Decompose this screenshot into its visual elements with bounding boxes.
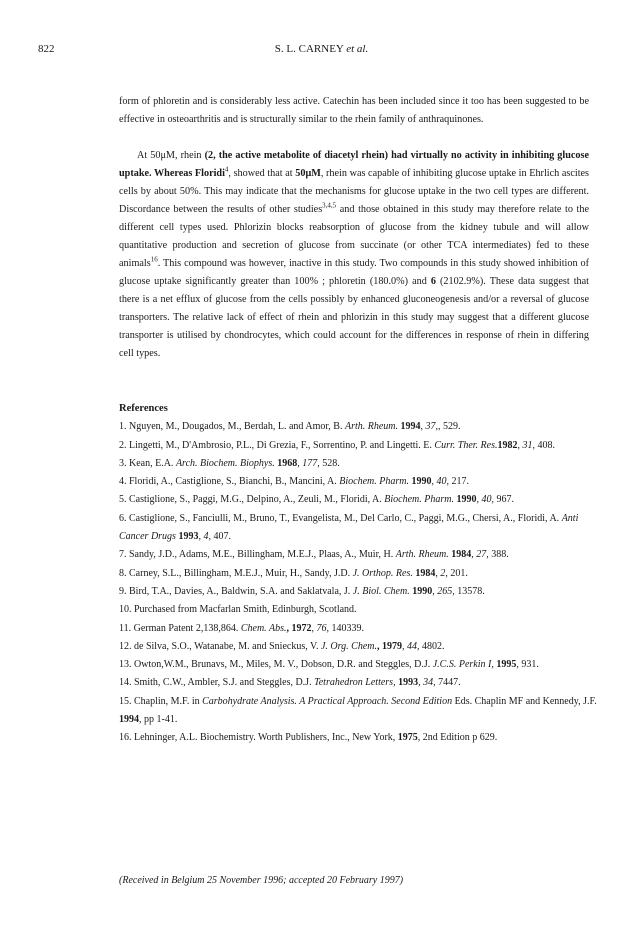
- reference-authors: 8. Carney, S.L., Billingham, M.E.J., Muir, H., Sandy, J.D.: [119, 567, 353, 579]
- p2-a: At 50μM, rhein: [137, 150, 205, 161]
- received-line: (Received in Belgium 25 November 1996; accepted 20 February 1997): [119, 875, 404, 886]
- reference-pages: 408.: [535, 439, 555, 451]
- p2-e: , rhein was capable of inhibiting glucose uptake in Ehrlich ascites cells by about 50%. This may indicate that the mechanisms for glucose uptake in the two cell types are different. Discordance between the results of other studies: [119, 168, 590, 215]
- reference-year: 1994: [398, 421, 421, 433]
- reference-year: 1990: [454, 494, 477, 506]
- reference-journal: Arth. Rheum.: [344, 421, 399, 433]
- p2-sup3: 16: [150, 255, 158, 264]
- reference-pages: , 2nd Edition p 629.: [417, 732, 498, 744]
- reference-authors: 4. Floridi, A., Castiglione, S., Bianchi, B., Mancini, A.: [119, 476, 340, 488]
- reference-volume: , 40,: [431, 476, 449, 488]
- reference-item: [119, 546, 599, 564]
- reference-pages: 201.: [447, 567, 468, 579]
- reference-authors: 15. Chaplin, M.F. in: [119, 695, 203, 707]
- reference-journal: Chem. Abs.: [240, 622, 287, 634]
- paragraph-continuation: [119, 93, 589, 129]
- reference-authors: 9. Bird, T.A., Davies, A., Baldwin, S.A. and Saklatvala, J.: [119, 585, 353, 597]
- reference-pages: 388.: [488, 549, 509, 561]
- p2-d: 50μM: [295, 168, 321, 179]
- reference-year: 1993: [395, 677, 419, 689]
- reference-item: [119, 656, 599, 674]
- p2-sup1: 4: [224, 165, 229, 174]
- reference-journal: Arth. Rheum.: [395, 549, 449, 561]
- reference-item: [119, 729, 599, 747]
- reference-pages: 140339.: [329, 622, 364, 634]
- reference-journal: J.C.S. Perkin I,: [432, 659, 494, 671]
- reference-year: 1975: [397, 732, 418, 744]
- p2-h: 6: [430, 276, 436, 287]
- reference-item: [119, 418, 599, 436]
- reference-volume: , 76,: [311, 622, 329, 634]
- reference-pages: 931.: [518, 659, 539, 671]
- reference-authors: 3. Kean, E.A.: [119, 457, 176, 469]
- reference-item: [119, 583, 599, 601]
- reference-authors: 14. Smith, C.W., Ambler, S.J. and Steggles, D.J.: [119, 677, 315, 689]
- paragraph-2: [119, 147, 589, 363]
- reference-year: 1993: [175, 531, 199, 543]
- reference-journal: Anti Cancer Drugs: [119, 512, 579, 543]
- p2-f: and those obtained in this study may therefore relate to the different cell types used. Phlorizin blocks reabsorption of glucose from the kidney tubule and will allow quantitative production and secretion of glucose from succinate (or other TCA intermediates) fed to these animals: [119, 204, 589, 269]
- reference-item: [119, 455, 599, 473]
- reference-pages: Eds. Chaplin MF and Kennedy, J.F.: [452, 695, 597, 707]
- reference-authors: 12. de Silva, S.O., Watanabe, M. and Snieckus, V.: [119, 640, 321, 652]
- reference-year: 1994: [119, 714, 139, 726]
- reference-year: 1995: [493, 659, 517, 671]
- references-section: [119, 400, 599, 748]
- reference-item: [119, 620, 599, 638]
- page-number: 822: [38, 43, 55, 55]
- reference-item: [119, 693, 599, 730]
- reference-item: [119, 674, 599, 692]
- reference-year: 1990: [409, 585, 433, 597]
- reference-journal: Arch. Biochem. Biophys.: [175, 457, 275, 469]
- reference-authors: 11. German Patent 2,138,864.: [119, 622, 241, 634]
- reference-volume: , 31,: [517, 439, 535, 451]
- references-heading: References: [119, 403, 168, 414]
- reference-pages: , 529.: [438, 421, 461, 433]
- reference-journal: J. Org. Chem.: [320, 640, 377, 652]
- reference-journal: J. Biol. Chem.: [352, 585, 410, 597]
- reference-volume: , 2,: [435, 567, 448, 579]
- reference-volume: , 37,: [420, 421, 439, 433]
- reference-year: 1984: [448, 549, 472, 561]
- reference-item: [119, 565, 599, 583]
- reference-pages: 528.: [319, 457, 340, 469]
- reference-volume: ,: [516, 659, 519, 671]
- reference-year: 1982: [497, 439, 518, 451]
- reference-journal: Biochem. Pharm.: [384, 494, 455, 506]
- reference-pages: 967.: [494, 494, 515, 506]
- reference-volume: , 27,: [471, 549, 489, 561]
- reference-authors: 6. Castiglione, S., Fanciulli, M., Bruno, T., Evangelista, M., Del Carlo, C., Paggi, M.G., Chersi, A., Floridi, A.: [119, 512, 562, 524]
- reference-pages: 7447.: [435, 677, 461, 689]
- reference-pages: 407.: [210, 531, 231, 543]
- reference-authors: 2. Lingetti, M., D'Ambrosio, P.L., Di Grezia, F., Sorrentino, P. and Lingetti. E.: [119, 439, 435, 451]
- reference-text: 10. Purchased from Macfarlan Smith, Edinburgh, Scotland.: [119, 604, 357, 616]
- reference-authors: 7. Sandy, J.D., Adams, M.E., Billingham, M.E.J., Plaas, A., Muir, H.: [119, 549, 396, 561]
- reference-item: [119, 491, 599, 509]
- reference-item: [119, 437, 599, 455]
- reference-journal: Biochem. Pharm.: [339, 476, 409, 488]
- reference-journal: J. Orthop. Res.: [352, 567, 413, 579]
- reference-item: [119, 601, 599, 619]
- reference-year: 1968: [274, 457, 298, 469]
- reference-volume: , 34,: [418, 677, 436, 689]
- reference-authors: 16. Lehninger, A.L. Biochemistry. Worth Publishers, Inc., New York,: [119, 732, 398, 744]
- reference-journal: Curr. Ther. Res.: [434, 439, 498, 451]
- reference-volume: , 177,: [297, 457, 320, 469]
- reference-authors: 13. Owton,W.M., Brunavs, M., Miles, M. V., Dobson, D.R. and Steggles, D.J.: [119, 659, 433, 671]
- reference-item: [119, 638, 599, 656]
- running-head-etal: et al.: [346, 43, 369, 55]
- reference-pages: , pp 1-41.: [139, 714, 178, 726]
- p2-b: (2, the active metabolite of diacetyl rhein) had virtually no activity in inhibiting glucose uptake. Whereas Floridi: [119, 150, 589, 179]
- reference-authors: 5. Castiglione, S., Paggi, M.G., Delpino, A., Zeuli, M., Floridi, A.: [119, 494, 385, 506]
- reference-year: 1984: [412, 567, 436, 579]
- p2-g: . This compound was however, inactive in this study. Two compounds in this study showed inhibition of glucose uptake significantly greater than 100% ; phloretin (180.0%) and: [119, 258, 589, 287]
- reference-journal: Tetrahedron Letters,: [314, 677, 396, 689]
- running-head: [0, 43, 643, 55]
- running-head-text: S. L. CARNEY et al.: [274, 43, 369, 55]
- reference-item: [119, 473, 599, 491]
- reference-list: [119, 418, 599, 747]
- reference-year: , 1972: [286, 622, 312, 634]
- reference-volume: , 4,: [198, 531, 211, 543]
- reference-year: 1990: [409, 476, 432, 488]
- reference-year: , 1979: [376, 640, 402, 652]
- reference-volume: , 40,: [476, 494, 495, 506]
- p2-i: (2102.9%). These data suggest that there is a net efflux of glucose from the cells possibly by enhanced gluconeogenesis and/or a reversal of glucose transporters. The relative lack of effect of rhein and phlorizin in this study may suggest that a different glucose transporter is utilised by chondrocytes, which could account for the differences in response of rhein in differing cell types.: [119, 276, 589, 359]
- paragraph-rhein: [119, 147, 589, 363]
- reference-pages: 13578.: [454, 585, 485, 597]
- reference-pages: 4802.: [419, 640, 445, 652]
- reference-pages: 217.: [449, 476, 469, 488]
- reference-authors: 1. Nguyen, M., Dougados, M., Berdah, L. and Amor, B.: [119, 421, 345, 433]
- p2-sup2: 3,4,5: [322, 201, 337, 210]
- reference-item: [119, 510, 599, 547]
- p2-c: , showed that at: [228, 168, 296, 179]
- reference-volume: , 265,: [432, 585, 455, 597]
- reference-volume: , 44,: [401, 640, 420, 652]
- reference-journal: Carbohydrate Analysis. A Practical Approach. Second Edition: [202, 695, 453, 707]
- paragraph-1: form of phloretin and is considerably less active. Catechin has been included since it too has been suggested to be effective in osteoarthritis and is structurally similar to the rhein family of anthraquinones.: [119, 96, 589, 125]
